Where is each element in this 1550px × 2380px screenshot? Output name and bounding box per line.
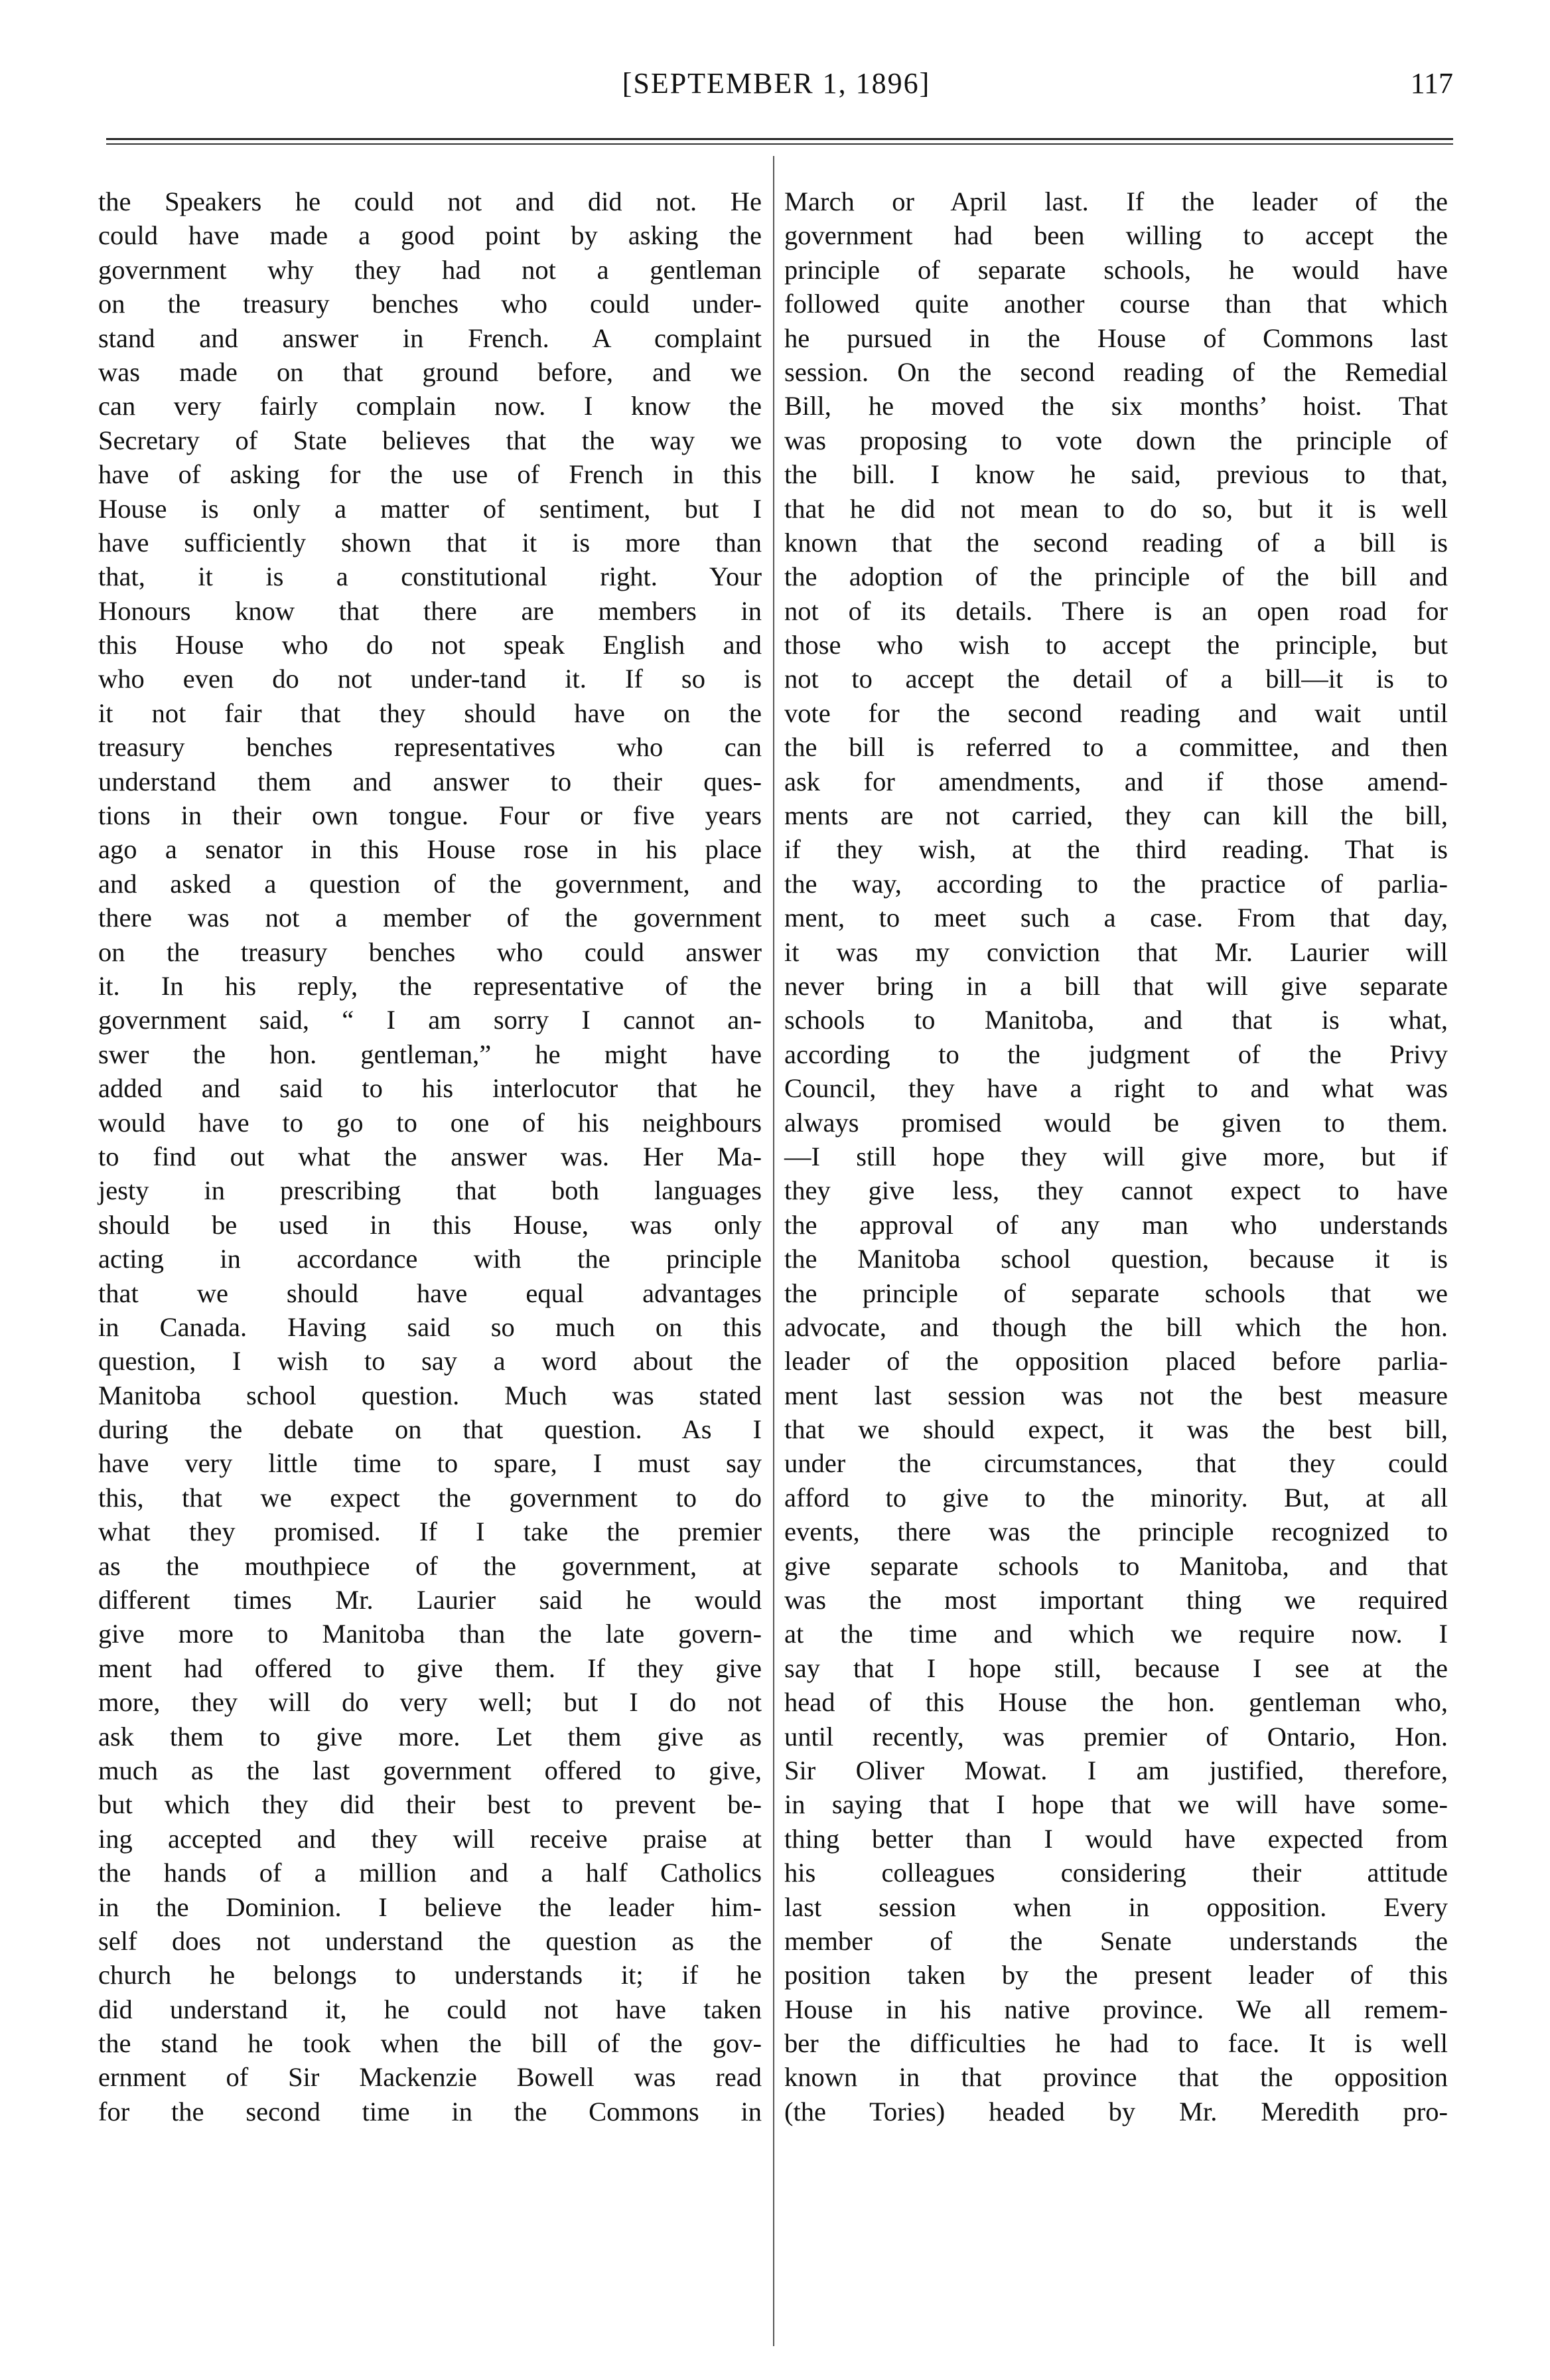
text-line: Manitoba school question. Much was stated	[98, 1380, 762, 1410]
text-line: added and said to his interlocutor that he	[98, 1073, 762, 1104]
text-line: acting in accordance with the principle	[98, 1244, 762, 1274]
text-line: self does not understand the question as the	[98, 1925, 762, 1956]
text-line: ago a senator in this House rose in his place	[98, 834, 762, 865]
text-line: have very little time to spare, I must say	[98, 1448, 762, 1479]
text-line: the approval of any man who understands	[784, 1209, 1448, 1240]
text-line: the bill is referred to a committee, and then	[784, 732, 1448, 763]
text-line: Honours know that there are members in	[98, 595, 762, 626]
text-line: last session when in opposition. Every	[784, 1892, 1448, 1922]
text-line: member of the Senate understands the	[784, 1925, 1448, 1956]
text-line: understand them and answer to their ques-	[98, 766, 762, 796]
text-line: tions in their own tongue. Four or five years	[98, 800, 762, 831]
text-line: the bill. I know he said, previous to that,	[784, 459, 1448, 490]
text-line: give separate schools to Manitoba, and that	[784, 1550, 1448, 1581]
text-line: for the second time in the Commons in	[98, 2096, 762, 2126]
text-line: that we should expect, it was the best bill,	[784, 1414, 1448, 1445]
text-line: different times Mr. Laurier said he would	[98, 1585, 762, 1615]
text-line: the principle of separate schools that we	[784, 1278, 1448, 1308]
text-line: the way, according to the practice of parlia-	[784, 868, 1448, 899]
text-line: jesty in prescribing that both languages	[98, 1175, 762, 1206]
text-line: the hands of a million and a half Catholics	[98, 1858, 762, 1888]
text-line: House is only a matter of sentiment, but I	[98, 493, 762, 524]
text-line: House in his native province. We all remem-	[784, 1994, 1448, 2024]
text-line: Secretary of State believes that the way we	[98, 425, 762, 455]
text-line: never bring in a bill that will give separate	[784, 970, 1448, 1001]
text-line: on the treasury benches who could under-	[98, 289, 762, 319]
header-rule	[106, 138, 1453, 140]
text-line: if they wish, at the third reading. That is	[784, 834, 1448, 865]
text-line: this House who do not speak English and	[98, 630, 762, 660]
text-line: was proposing to vote down the principle of	[784, 425, 1448, 455]
text-line: in the Dominion. I believe the leader him-	[98, 1892, 762, 1922]
text-line: in saying that I hope that we will have some-	[784, 1789, 1448, 1820]
text-line: until recently, was premier of Ontario, Hon.	[784, 1721, 1448, 1751]
text-line: under the circumstances, that they could	[784, 1448, 1448, 1479]
text-line: it not fair that they should have on the	[98, 698, 762, 728]
text-line: and asked a question of the government, and	[98, 868, 762, 899]
text-line: to find out what the answer was. Her Ma-	[98, 1141, 762, 1171]
text-line: thing better than I would have expected from	[784, 1823, 1448, 1854]
text-line: have of asking for the use of French in this	[98, 459, 762, 490]
text-line: this, that we expect the government to do	[98, 1482, 762, 1513]
text-line: schools to Manitoba, and that is what,	[784, 1005, 1448, 1035]
text-line: (the Tories) headed by Mr. Meredith pro-	[784, 2096, 1448, 2126]
text-line: what they promised. If I take the premier	[98, 1517, 762, 1547]
text-line: more, they will do very well; but I do not	[98, 1687, 762, 1718]
text-line: who even do not under-tand it. If so is	[98, 664, 762, 694]
text-line: government said, “ I am sorry I cannot an-	[98, 1005, 762, 1035]
text-line: Sir Oliver Mowat. I am justified, therefore,	[784, 1755, 1448, 1785]
text-line: his colleagues considering their attitude	[784, 1858, 1448, 1888]
text-line: they give less, they cannot expect to have	[784, 1175, 1448, 1206]
text-line: should be used in this House, was only	[98, 1209, 762, 1240]
text-line: stand and answer in French. A complaint	[98, 323, 762, 353]
left-column	[98, 185, 762, 2128]
text-line: have sufficiently shown that it is more than	[98, 527, 762, 558]
text-line: church he belongs to understands it; if he	[98, 1960, 762, 1990]
text-line: vote for the second reading and wait until	[784, 698, 1448, 728]
text-line: ments are not carried, they can kill the bill,	[784, 800, 1448, 831]
text-line: position taken by the present leader of this	[784, 1960, 1448, 1990]
text-line: it. In his reply, the representative of the	[98, 970, 762, 1001]
text-line: known that the second reading of a bill is	[784, 527, 1448, 558]
text-line: the Manitoba school question, because it is	[784, 1244, 1448, 1274]
text-line: March or April last. If the leader of the	[784, 186, 1448, 216]
text-line: he pursued in the House of Commons last	[784, 323, 1448, 353]
text-line: was made on that ground before, and we	[98, 356, 762, 387]
text-line: not of its details. There is an open road for	[784, 595, 1448, 626]
text-line: principle of separate schools, he would have	[784, 254, 1448, 285]
text-line: on the treasury benches who could answer	[98, 936, 762, 967]
text-line: those who wish to accept the principle, but	[784, 630, 1448, 660]
column-divider	[773, 156, 774, 2346]
text-line: Bill, he moved the six months’ hoist. That	[784, 391, 1448, 421]
text-line: ber the difficulties he had to face. It is well	[784, 2028, 1448, 2059]
text-line: ment last session was not the best measure	[784, 1380, 1448, 1410]
text-line: Council, they have a right to and what was	[784, 1073, 1448, 1104]
text-line: ask for amendments, and if those amend-	[784, 766, 1448, 796]
text-line: —I still hope they will give more, but if	[784, 1141, 1448, 1171]
text-line: as the mouthpiece of the government, at	[98, 1550, 762, 1581]
text-line: question, I wish to say a word about the	[98, 1346, 762, 1376]
text-line: leader of the opposition placed before parlia-	[784, 1346, 1448, 1376]
text-line: can very fairly complain now. I know the	[98, 391, 762, 421]
text-line: advocate, and though the bill which the hon.	[784, 1311, 1448, 1342]
text-line: give more to Manitoba than the late govern-	[98, 1619, 762, 1649]
text-line: government had been willing to accept the	[784, 220, 1448, 251]
text-line: not to accept the detail of a bill—it is to	[784, 664, 1448, 694]
text-line: treasury benches representatives who can	[98, 732, 762, 763]
text-line: followed quite another course than that which	[784, 289, 1448, 319]
header-rule-secondary	[106, 143, 1453, 145]
text-line: in Canada. Having said so much on this	[98, 1311, 762, 1342]
text-line: head of this House the hon. gentleman who,	[784, 1687, 1448, 1718]
text-line: session. On the second reading of the Remedial	[784, 356, 1448, 387]
text-line: could have made a good point by asking the	[98, 220, 762, 251]
text-line: ing accepted and they will receive praise at	[98, 1823, 762, 1854]
right-column	[784, 185, 1448, 2128]
text-line: say that I hope still, because I see at the	[784, 1653, 1448, 1683]
text-line: much as the last government offered to give,	[98, 1755, 762, 1785]
page-date-title: [SEPTEMBER 1, 1896]	[622, 67, 931, 100]
text-line: that we should have equal advantages	[98, 1278, 762, 1308]
text-line: according to the judgment of the Privy	[784, 1039, 1448, 1069]
text-line: would have to go to one of his neighbours	[98, 1107, 762, 1138]
text-line: swer the hon. gentleman,” he might have	[98, 1039, 762, 1069]
text-line: ask them to give more. Let them give as	[98, 1721, 762, 1751]
text-line: was the most important thing we required	[784, 1585, 1448, 1615]
text-line: the adoption of the principle of the bill and	[784, 561, 1448, 592]
text-line: that he did not mean to do so, but it is well	[784, 493, 1448, 524]
text-line: at the time and which we require now. I	[784, 1619, 1448, 1649]
page-number: 117	[1410, 67, 1453, 100]
text-line: ment had offered to give them. If they give	[98, 1653, 762, 1683]
text-line: the Speakers he could not and did not. He	[98, 186, 762, 216]
text-line: it was my conviction that Mr. Laurier will	[784, 936, 1448, 967]
text-line: always promised would be given to them.	[784, 1107, 1448, 1138]
text-line: government why they had not a gentleman	[98, 254, 762, 285]
text-line: ernment of Sir Mackenzie Bowell was read	[98, 2062, 762, 2093]
page-header	[100, 61, 1453, 121]
text-line: the stand he took when the bill of the gov-	[98, 2028, 762, 2059]
text-line: ment, to meet such a case. From that day,	[784, 903, 1448, 933]
text-line: there was not a member of the government	[98, 903, 762, 933]
text-line: known in that province that the opposition	[784, 2062, 1448, 2093]
text-line: but which they did their best to prevent be-	[98, 1789, 762, 1820]
text-line: afford to give to the minority. But, at all	[784, 1482, 1448, 1513]
text-line: did understand it, he could not have taken	[98, 1994, 762, 2024]
text-line: that, it is a constitutional right. Your	[98, 561, 762, 592]
text-line: events, there was the principle recognized to	[784, 1517, 1448, 1547]
text-line: during the debate on that question. As I	[98, 1414, 762, 1445]
